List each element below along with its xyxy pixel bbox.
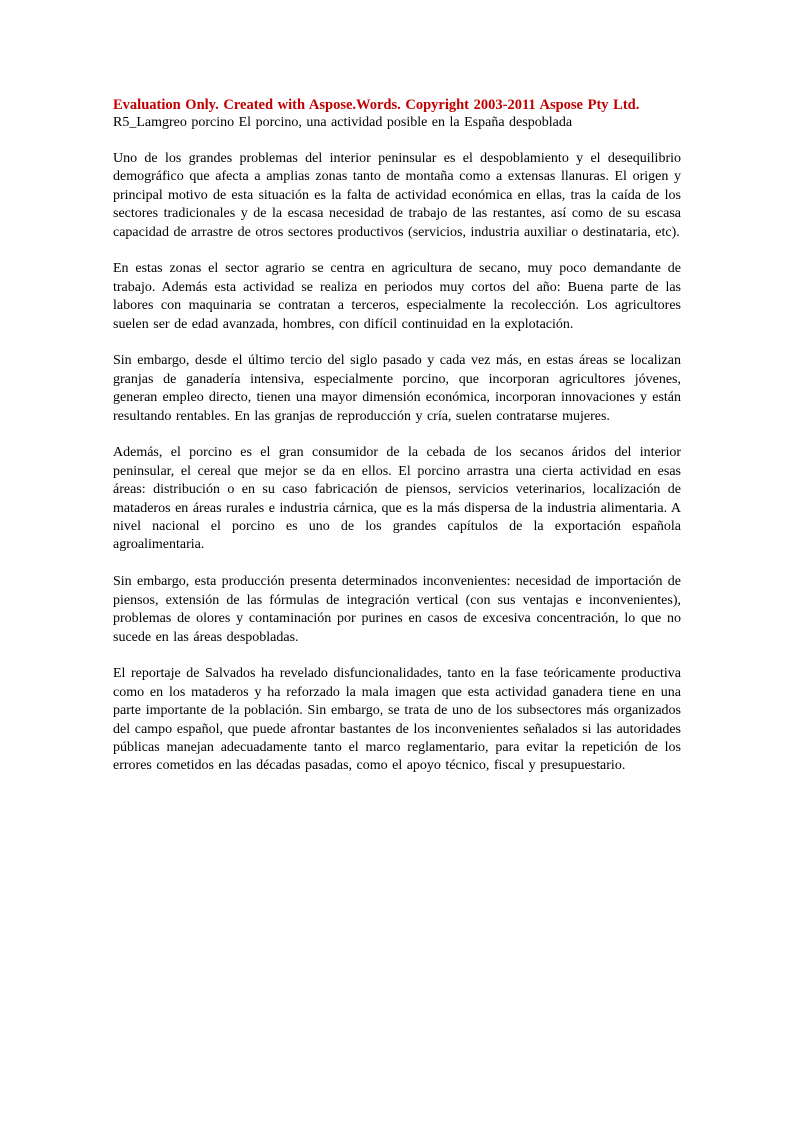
paragraph-reportaje-salvados: El reportaje de Salvados ha revelado disfuncionalidades, tanto en la fase teóricamente productiva como en los mataderos y ha reforzado la mala imagen que esta actividad ganadera tiene en una parte importante de la población. Sin embargo, se trata de uno de los subsectores más organizados del campo español, que puede afrontar bastantes de los inconvenientes señalados si las autoridades públicas manejan adecuadamente tanto el marco reglamentario, para evitar la repetición de los errores cometidos en las décadas pasadas, como el apoyo técnico, fiscal y presupuestario. [113, 666, 681, 774]
paragraph-despoblamiento: Uno de los grandes problemas del interior peninsular es el despoblamiento y el desequilibrio demográfico que afecta a amplias zonas tanto de montaña como a extensas llanuras. El origen y principal motivo de esta situación es la falta de actividad económica en ellas, tras la caída de los sectores tradicionales y de la escasa necesidad de trabajo de las restantes, así como de su escasa capacidad de arrastre de otros sectores productivos (servicios, industria auxiliar o destinataria, etc). [113, 151, 681, 240]
document-page [113, 96, 681, 794]
document-title: R5_Lamgreo porcino El porcino, una actividad posible en la España despoblada [113, 115, 573, 130]
evaluation-watermark: Evaluation Only. Created with Aspose.Words. Copyright 2003-2011 Aspose Pty Ltd. [113, 97, 640, 113]
paragraph-ganaderia-intensiva: Sin embargo, desde el último tercio del siglo pasado y cada vez más, en estas áreas se localizan granjas de ganadería intensiva, especialmente porcino, que incorporan agricultores jóvenes, generan empleo directo, tienen una mayor dimensión económica, incorporan innovaciones y están resultando rentables. En las granjas de reproducción y cría, suelen contratarse mujeres. [113, 353, 681, 424]
paragraph-sector-agrario: En estas zonas el sector agrario se centra en agricultura de secano, muy poco demandante de trabajo. Además esta actividad se realiza en periodos muy cortos del año: Buena parte de las labores con maquinaria se contratan a terceros, especialmente la recolección. Los agricultores suelen ser de edad avanzada, hombres, con difícil continuidad en la explotación. [113, 261, 681, 332]
paragraph-inconvenientes: Sin embargo, esta producción presenta determinados inconvenientes: necesidad de importación de piensos, extensión de las fórmulas de integración vertical (con sus ventajas e inconvenientes), problemas de olores y contaminación por purines en casos de excesiva concentración, lo que no sucede en las áreas despobladas. [113, 574, 681, 645]
paragraph-porcino-consumidor: Además, el porcino es el gran consumidor de la cebada de los secanos áridos del interior peninsular, el cereal que mejor se da en ellos. El porcino arrastra una cierta actividad en esas áreas: distribución o en su caso fabricación de piensos, servicios veterinarios, localización de mataderos en áreas rurales e industria cárnica, que es la más dispersa de la industria alimentaria. A nivel nacional el porcino es uno de los grandes capítulos de la exportación española agroalimentaria. [113, 445, 681, 553]
